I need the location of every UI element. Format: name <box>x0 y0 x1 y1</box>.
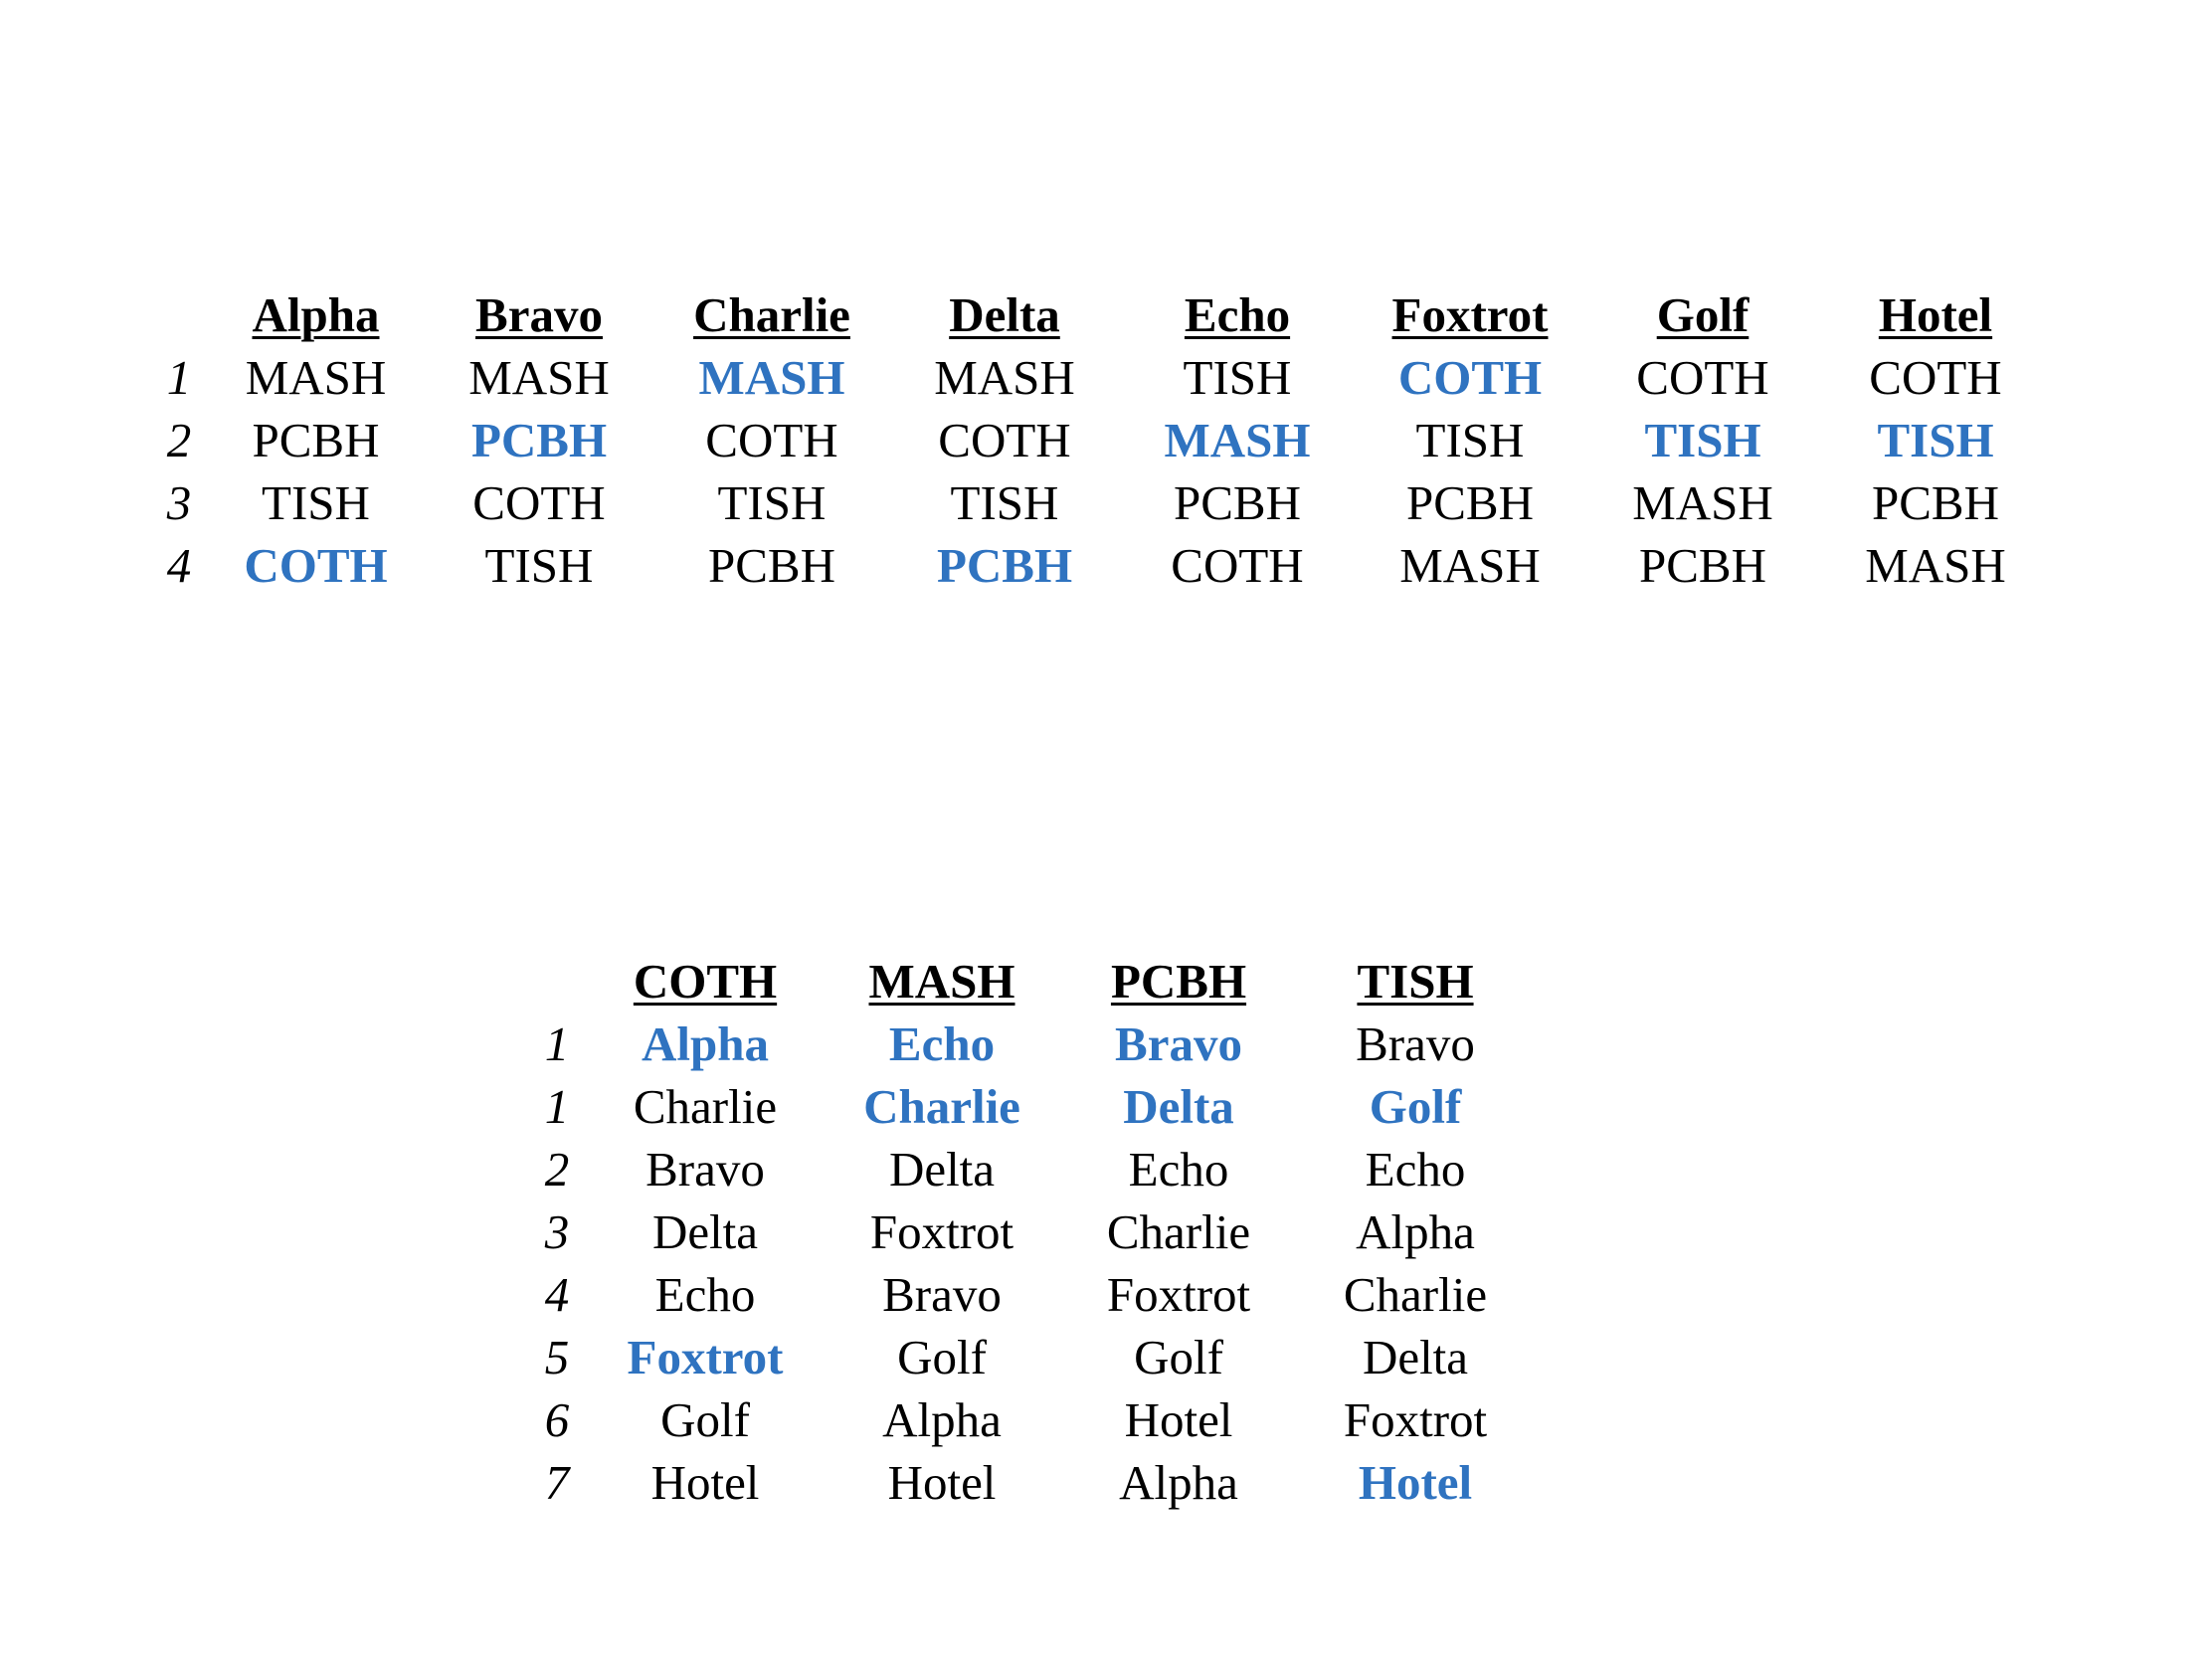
table-cell: Charlie <box>633 1079 778 1134</box>
table-cell-highlighted: Bravo <box>1115 1016 1242 1071</box>
table-cell: PCBH <box>252 413 380 467</box>
table-cell: Foxtrot <box>1343 1392 1488 1447</box>
table-cell: PCBH <box>707 538 835 593</box>
table-cell: Foxtrot <box>1106 1267 1251 1322</box>
table-cell-highlighted: Hotel <box>1358 1455 1473 1510</box>
table-cell-highlighted: Golf <box>1369 1079 1462 1134</box>
table-cell-highlighted: PCBH <box>470 413 608 467</box>
table-cell: COTH <box>1636 350 1769 405</box>
table-cell: MASH <box>245 350 387 405</box>
table-row <box>149 409 2052 471</box>
table-cell: TISH <box>717 475 827 530</box>
table-cell: TISH <box>262 475 370 530</box>
preference-table-by-code <box>527 950 1534 1514</box>
table-cell: TISH <box>1183 350 1292 405</box>
table-cell: Alpha <box>882 1392 1002 1447</box>
table-row <box>149 346 2052 409</box>
table-cell: TISH <box>484 538 594 593</box>
table-cell-highlighted: Charlie <box>863 1079 1020 1134</box>
column-header: Hotel <box>1878 287 1993 342</box>
table-cell: PCBH <box>1638 538 1766 593</box>
table-row <box>527 1200 1534 1263</box>
column-header: Foxtrot <box>1391 287 1549 342</box>
table-cell: Bravo <box>645 1142 765 1197</box>
table-cell-highlighted: TISH <box>1644 413 1761 467</box>
table-cell: Bravo <box>1356 1016 1475 1071</box>
rank-label: 1 <box>544 1016 570 1071</box>
column-header: Alpha <box>252 287 380 342</box>
column-header: Echo <box>1184 287 1291 342</box>
table-cell: TISH <box>950 475 1059 530</box>
table-cell: PCBH <box>1173 475 1301 530</box>
rank-label: 7 <box>544 1455 570 1510</box>
table-cell: Delta <box>888 1142 996 1197</box>
column-header: Delta <box>949 287 1060 342</box>
table-cell: Delta <box>1362 1330 1469 1384</box>
table-cell: COTH <box>938 413 1071 467</box>
table-cell: Bravo <box>882 1267 1002 1322</box>
table-cell-highlighted: Alpha <box>641 1016 769 1071</box>
table-cell: Delta <box>651 1204 759 1259</box>
table-row <box>527 1138 1534 1200</box>
column-header: TISH <box>1357 954 1474 1009</box>
column-header: Charlie <box>693 287 850 342</box>
table-cell: COTH <box>705 413 838 467</box>
table-cell: Hotel <box>1124 1392 1233 1447</box>
header-row <box>527 950 1534 1013</box>
rank-label: 3 <box>166 475 192 530</box>
rank-label: 5 <box>544 1330 570 1384</box>
table-cell: COTH <box>472 475 606 530</box>
table-row <box>527 1326 1534 1388</box>
table-cell: Hotel <box>650 1455 760 1510</box>
table-cell-highlighted: Echo <box>888 1016 996 1071</box>
table-cell: Golf <box>897 1330 987 1384</box>
table-cell: MASH <box>1632 475 1773 530</box>
table-cell-highlighted: Foxtrot <box>627 1330 784 1384</box>
table-cell: Foxtrot <box>869 1204 1014 1259</box>
table-cell: TISH <box>1415 413 1525 467</box>
table-row <box>149 471 2052 534</box>
rank-label: 6 <box>544 1392 570 1447</box>
table-cell: PCBH <box>1405 475 1534 530</box>
table-cell: COTH <box>1171 538 1304 593</box>
table-cell: Alpha <box>1356 1204 1475 1259</box>
column-header: COTH <box>633 954 778 1009</box>
table-cell: PCBH <box>1871 475 1999 530</box>
rank-label: 3 <box>544 1204 570 1259</box>
table-cell-highlighted: MASH <box>1164 413 1311 467</box>
rank-label: 4 <box>544 1267 570 1322</box>
column-header: Bravo <box>475 287 603 342</box>
column-header: Golf <box>1656 287 1750 342</box>
table-cell: Echo <box>1365 1142 1466 1197</box>
table-row <box>527 1451 1534 1514</box>
table-cell-highlighted: PCBH <box>936 538 1073 593</box>
rank-label: 4 <box>166 538 192 593</box>
column-header: MASH <box>868 954 1015 1009</box>
table-cell: Hotel <box>887 1455 997 1510</box>
rank-label: 2 <box>166 413 192 467</box>
table-row <box>527 1263 1534 1326</box>
table-cell: MASH <box>468 350 610 405</box>
table-cell: COTH <box>1869 350 2002 405</box>
table-cell-highlighted: COTH <box>1397 350 1543 405</box>
table-cell-highlighted: Delta <box>1123 1079 1234 1134</box>
table-cell-highlighted: MASH <box>698 350 845 405</box>
table-row <box>527 1013 1534 1075</box>
rank-label: 1 <box>544 1079 570 1134</box>
table-cell: Charlie <box>1106 1204 1251 1259</box>
table-cell: Alpha <box>1119 1455 1238 1510</box>
table-cell: Golf <box>660 1392 750 1447</box>
table-cell: MASH <box>1865 538 2006 593</box>
table-cell: MASH <box>934 350 1075 405</box>
column-header: PCBH <box>1110 954 1247 1009</box>
table-cell: Golf <box>1134 1330 1223 1384</box>
table-row <box>527 1388 1534 1451</box>
table-cell-highlighted: TISH <box>1877 413 1994 467</box>
table-cell: Charlie <box>1343 1267 1488 1322</box>
preference-table-by-name <box>149 283 2052 597</box>
rank-label: 2 <box>544 1142 570 1197</box>
table-cell: Echo <box>1128 1142 1229 1197</box>
table-cell: MASH <box>1399 538 1541 593</box>
header-row <box>149 283 2052 346</box>
table-cell-highlighted: COTH <box>244 538 388 593</box>
table-row <box>527 1075 1534 1138</box>
rank-label: 1 <box>166 350 192 405</box>
table-row <box>149 534 2052 597</box>
table-cell: Echo <box>654 1267 756 1322</box>
